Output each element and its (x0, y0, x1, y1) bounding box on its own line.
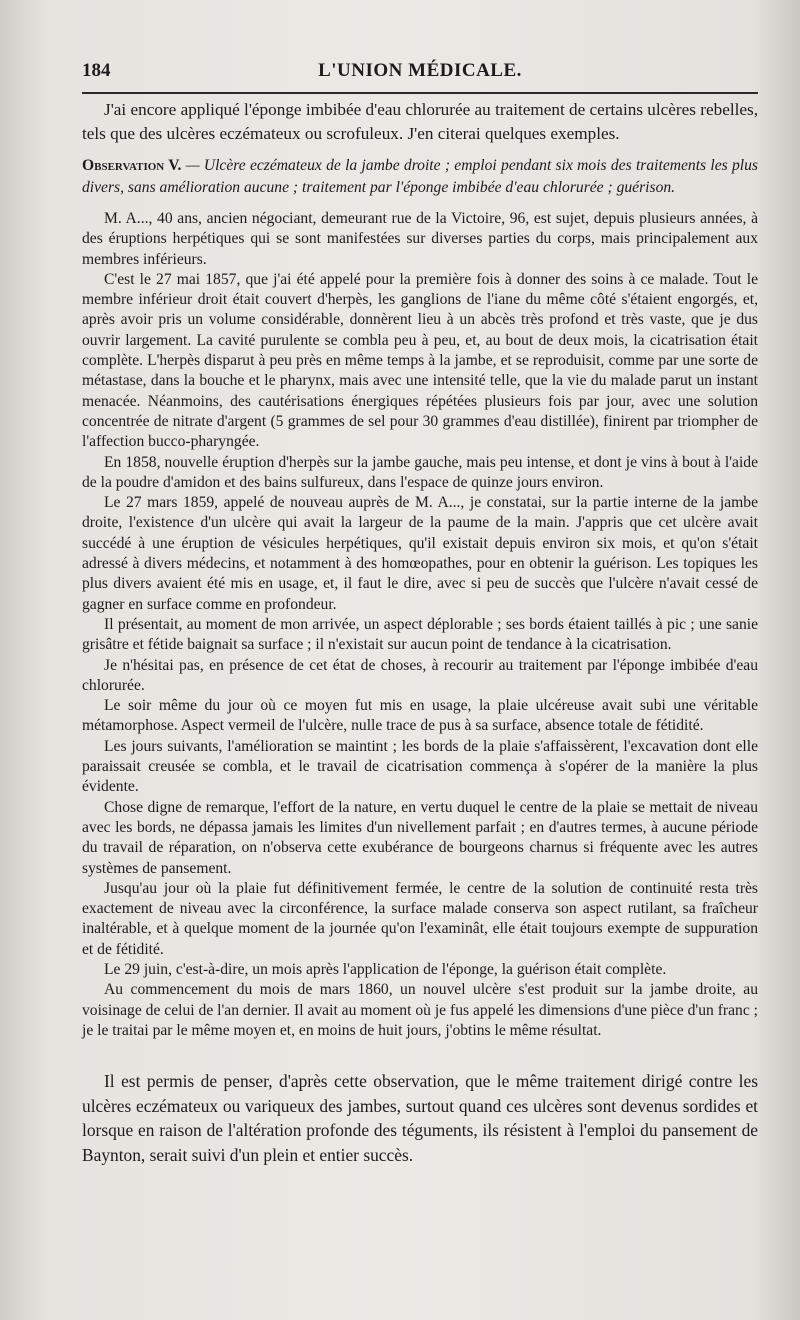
article-body (82, 98, 758, 1167)
case-paragraph-3: En 1858, nouvelle éruption d'herpès sur la jambe gauche, mais peu intense, et dont je vins à bout à l'aide de la poudre d'amidon et des bains sulfureux, dans l'espace de quinze jours environ. (82, 453, 758, 491)
page-number: 184 (82, 60, 111, 81)
conclusion-paragraph: Il est permis de penser, d'après cette observation, que le même traitement dirigé contre les ulcères eczémateux ou variqueux des jambes, surtout quand ces ulcères sont devenus sordides et lorsque en raison de l'altération profonde des téguments, ils résistent à l'emploi du pansement de Baynton, serait suivi d'un plein et entier succès. (82, 1071, 758, 1165)
case-paragraph-8: Les jours suivants, l'amélioration se maintint ; les bords de la plaie s'affaissèrent, l'excavation dont elle paraissait creusée se combla, et le travail de cicatrisation commença à s'opérer de la manière la plus évidente. (82, 737, 758, 796)
case-paragraph-1: M. A..., 40 ans, ancien négociant, demeurant rue de la Victoire, 96, est sujet, depuis plusieurs années, à des éruptions herpétiques qui se sont manifestées sur diverses parties du corps, mais principalement aux membres inférieurs. (82, 210, 758, 268)
case-paragraph-6: Je n'hésitai pas, en présence de cet état de choses, à recourir au traitement par l'éponge imbibée d'eau chlorurée. (82, 656, 758, 694)
case-paragraph-2: C'est le 27 mai 1857, que j'ai été appelé pour la première fois à donner des soins à ce malade. Tout le membre inférieur droit était couvert d'herpès, les ganglions de l'iane du même côté s'étaient engorgés, et, après avoir pris un volume considérable, donnèrent lieu à un abcès très profond et très vaste, que je dus ouvrir largement. La cavité purulente se combla peu à peu, et, au bout de deux mois, la cicatrisation était complète. L'herpès disparut à peu près en même temps à la jambe, et se reproduisit, comme par une sorte de métastase, dans la bouche et le pharynx, mais avec une intensité telle, que la vie du malade parut un instant menacée. Néanmoins, des cautérisations énergiques répétées plusieurs fois par jour, avec une solution concentrée de nitrate d'argent (5 grammes de sel pour 30 grammes d'eau distillée), finirent par triompher de l'affection bucco-pharyngée. (82, 270, 758, 451)
case-paragraph-11: Le 29 juin, c'est-à-dire, un mois après l'application de l'éponge, la guérison était complète. (104, 960, 667, 978)
observation-title (82, 155, 758, 199)
running-head: L'UNION MÉDICALE. (318, 60, 522, 81)
case-paragraph-10: Jusqu'au jour où la plaie fut définitivement fermée, le centre de la solution de continuité resta très exactement de niveau avec la circonférence, la surface malade conserva son aspect rutilant, sa fraîcheur inaltérable, et à quelque moment de la journée qu'on l'examinât, elle était toujours exempte de suppuration et de fétidité. (82, 879, 758, 958)
case-paragraph-5: Il présentait, au moment de mon arrivée, un aspect déplorable ; ses bords étaient taillés à pic ; une sanie grisâtre et fétide baignait sa surface ; il n'existait sur aucun point de tendance à la cicatrisation. (82, 615, 758, 654)
case-paragraph-9: Chose digne de remarque, l'effort de la nature, en vertu duquel le centre de la plaie se mettait de niveau avec les bords, ne dépassa jamais les limites d'un nivellement parfait ; en d'autres termes, à aucune période du travail de réparation, on n'observa cette exubérance de bourgeons charnus si fréquente avec les autres systèmes de pansement. (82, 798, 758, 877)
observation-heading: Observation V. (82, 157, 182, 174)
case-paragraph-12: Au commencement du mois de mars 1860, un nouvel ulcère s'est produit sur la jambe droite, au voisinage de celui de l'an dernier. Il avait au moment où je fus appelé les dimensions d'une pièce d'un franc ; je le traitai par le même moyen et, en moins de huit jours, j'obtins le même résultat. (82, 981, 758, 1039)
case-paragraph-4: Le 27 mars 1859, appelé de nouveau auprès de M. A..., je constatai, sur la partie interne de la jambe droite, l'existence d'un ulcère qui avait la largeur de la paume de la main. J'appris que cet ulcère avait succédé à une éruption de vésicules herpétiques, qu'il existait depuis environ six mois, et qu'on s'était adressé à divers médecins, et notamment à des homœopathes, pour en obtenir la guérison. Les topiques les plus divers avaient été mis en usage, et, il faut le dire, avec si peu de succès que l'ulcère n'avait cessé de gagner en surface comme en profondeur. (82, 494, 758, 613)
intro-paragraph: J'ai encore appliqué l'éponge imbibée d'eau chlorurée au traitement de certains ulcères rebelles, tels que des ulcères eczémateux ou scrofuleux. J'en citerai quelques exemples. (82, 100, 758, 143)
page-header (82, 58, 758, 88)
observation-description: — Ulcère eczémateux de la jambe droite ; emploi pendant six mois des traitements les plus divers, sans amélioration aucune ; traitement par l'éponge imbibée d'eau chlorurée ; guérison. (82, 157, 758, 196)
header-rule (82, 92, 758, 94)
case-paragraph-7: Le soir même du jour où ce moyen fut mis en usage, la plaie ulcéreuse avait subi une véritable métamorphose. Aspect vermeil de l'ulcère, nulle trace de pus à sa surface, absence totale de fétidité. (82, 697, 758, 735)
